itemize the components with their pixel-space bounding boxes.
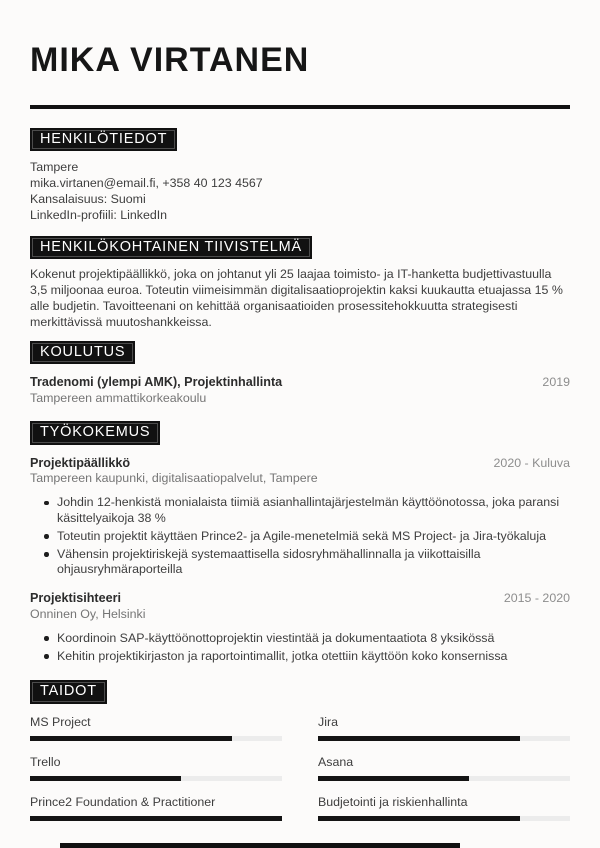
- section-title-experience: TYÖKOKEMUS: [30, 421, 160, 445]
- skill-label: Prince2 Foundation & Practitioner: [30, 794, 216, 809]
- skill-label: Budjetointi ja riskienhallinta: [318, 794, 468, 809]
- degree-title: Tradenomi (ylempi AMK), Projektinhallinta: [30, 375, 283, 390]
- footer-accent-bar: [60, 843, 460, 848]
- job-bullets: [30, 631, 570, 665]
- section-title-education: KOULUTUS: [30, 341, 135, 365]
- experience-entry: [30, 590, 570, 664]
- job-bullet: Johdin 12-henkistä monialaista tiimiä asianhallintajärjestelmän käyttöönotossa, joka paransi käsittelyaikoja 38 %: [42, 495, 570, 527]
- section-experience: [30, 421, 570, 664]
- job-bullet: Toteutin projektit käyttäen Prince2- ja Agile-menetelmiä sekä MS Project- ja Jira-työkaluja: [42, 529, 570, 545]
- skill-label: MS Project: [30, 714, 91, 729]
- skill-item: [30, 715, 282, 741]
- skills-grid: [30, 715, 570, 821]
- contact-linkedin: LinkedIn-profiili: LinkedIn: [30, 207, 168, 222]
- skill-bar-track: [30, 816, 282, 821]
- contact-location: Tampere: [30, 160, 79, 175]
- skill-item: [318, 715, 570, 741]
- skill-item: [318, 795, 570, 821]
- skill-label: Trello: [30, 754, 61, 769]
- job-bullets: [30, 495, 570, 578]
- contact-block: [30, 160, 570, 224]
- skill-bar-track: [30, 736, 282, 741]
- skill-bar-track: [318, 736, 570, 741]
- section-personal: [30, 128, 570, 224]
- experience-entry-head: [30, 590, 570, 607]
- education-date: 2019: [542, 375, 570, 390]
- section-title-summary: HENKILÖKOHTAINEN TIIVISTELMÄ: [30, 236, 312, 260]
- page-title: MIKA VIRTANEN: [30, 41, 310, 79]
- skill-bar-fill: [318, 736, 520, 741]
- section-skills: [30, 680, 570, 821]
- job-org: Onninen Oy, Helsinki: [30, 606, 146, 621]
- skill-item: [30, 755, 282, 781]
- contact-email-phone: mika.virtanen@email.fi, +358 40 123 4567: [30, 176, 263, 191]
- job-role: Projektipäällikkö: [30, 455, 131, 470]
- job-bullet: Kehitin projektikirjaston ja raportointimallit, jotka otettiin käyttöön koko konsernissa: [42, 649, 570, 665]
- skill-bar-track: [30, 776, 282, 781]
- job-bullet: Vähensin projektiriskejä systemaattisella sidosryhmähallinnalla ja viikottaisilla ohjausryhmäraporteilla: [42, 547, 570, 579]
- skill-bar-fill: [30, 776, 181, 781]
- section-summary: [30, 236, 570, 331]
- school-name: Tampereen ammattikorkeakoulu: [30, 391, 207, 406]
- skill-label: Jira: [318, 714, 338, 729]
- skill-bar-fill: [30, 816, 282, 821]
- experience-entry-head: [30, 455, 570, 472]
- job-date: 2015 - 2020: [503, 591, 570, 606]
- skill-bar-fill: [318, 816, 520, 821]
- header-divider: [30, 105, 570, 109]
- experience-entry: [30, 455, 570, 579]
- section-title-skills: TAIDOT: [30, 680, 107, 704]
- section-title-personal: HENKILÖTIEDOT: [30, 128, 177, 152]
- skill-bar-track: [318, 776, 570, 781]
- skill-item: [318, 755, 570, 781]
- section-education: [30, 341, 570, 407]
- skill-bar-track: [318, 816, 570, 821]
- job-role: Projektisihteeri: [30, 591, 121, 606]
- job-bullet: Koordinoin SAP-käyttöönottoprojektin viestintää ja dokumentaatiota 8 yksikössä: [42, 631, 570, 647]
- skill-bar-fill: [318, 776, 469, 781]
- summary-paragraph: Kokenut projektipäällikkö, joka on johtanut yli 25 laajaa toimisto- ja IT-hanketta budjettivastuulla 3,5 miljoonaa euroa. Toteutin viimeisimmän digitalisaatioprojektin kaksi kuukautta etuajassa 15 % alle budjetin. Tavoitteenani on kehittää organisaatioiden prosessitehokkuutta strategisesti merkittävissä muutoshankkeissa.: [30, 267, 563, 329]
- education-entry: [30, 374, 570, 407]
- job-date: 2020 - Kuluva: [493, 455, 570, 470]
- job-org: Tampereen kaupunki, digitalisaatiopalvelut, Tampere: [30, 471, 318, 486]
- contact-nationality: Kansalaisuus: Suomi: [30, 192, 146, 207]
- skill-bar-fill: [30, 736, 232, 741]
- education-entry-head: [30, 374, 570, 391]
- skill-item: [30, 795, 282, 821]
- skill-label: Asana: [318, 754, 354, 769]
